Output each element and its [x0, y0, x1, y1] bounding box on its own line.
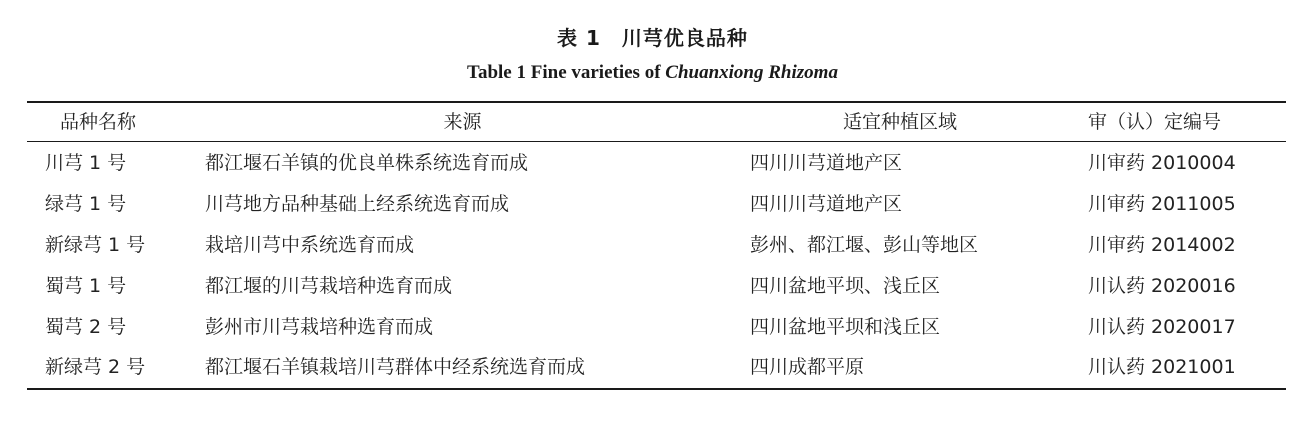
- variety-region: 四川盆地平坝、浅丘区: [750, 275, 941, 297]
- variety-source: 都江堰石羊镇栽培川芎群体中经系统选育而成: [205, 356, 586, 378]
- variety-approval-number: 川认药 2020017: [1088, 316, 1236, 338]
- table-row: [0, 347, 1305, 388]
- variety-approval-number: 川认药 2021001: [1088, 356, 1236, 378]
- variety-approval-number: 川审药 2011005: [1088, 193, 1236, 215]
- variety-region: 四川盆地平坝和浅丘区: [750, 316, 941, 338]
- variety-source: 都江堰石羊镇的优良单株系统选育而成: [205, 152, 529, 174]
- variety-name: 绿芎 1 号: [45, 193, 127, 215]
- table-row: [0, 184, 1305, 225]
- variety-approval-number: 川认药 2020016: [1088, 275, 1236, 297]
- variety-name: 川芎 1 号: [45, 152, 127, 174]
- table-bottom-rule: [27, 388, 1286, 390]
- header-variety-name: 品种名称: [60, 111, 137, 133]
- table-caption-chinese: 表 1 川芎优良品种: [557, 26, 748, 50]
- table-row: [0, 307, 1305, 348]
- variety-approval-number: 川审药 2010004: [1088, 152, 1236, 174]
- variety-approval-number: 川审药 2014002: [1088, 234, 1236, 256]
- table-header-rule: [27, 141, 1286, 142]
- variety-name: 蜀芎 2 号: [45, 316, 127, 338]
- variety-name: 新绿芎 1 号: [45, 234, 146, 256]
- table-row: [0, 225, 1305, 266]
- variety-source: 栽培川芎中系统选育而成: [205, 234, 415, 256]
- header-source: 来源: [443, 111, 482, 133]
- variety-region: 彭州、都江堰、彭山等地区: [750, 234, 979, 256]
- table-row: [0, 143, 1305, 184]
- table-row: [0, 266, 1305, 307]
- table-header-row: [0, 102, 1305, 143]
- variety-source: 川芎地方品种基础上经系统选育而成: [205, 193, 510, 215]
- variety-name: 蜀芎 1 号: [45, 275, 127, 297]
- variety-region: 四川成都平原: [750, 356, 865, 378]
- variety-source: 彭州市川芎栽培种选育而成: [205, 316, 434, 338]
- variety-region: 四川川芎道地产区: [750, 193, 903, 215]
- variety-name: 新绿芎 2 号: [45, 356, 146, 378]
- variety-region: 四川川芎道地产区: [750, 152, 903, 174]
- header-approval-number: 审（认）定编号: [1088, 111, 1222, 133]
- header-suitable-region: 适宜种植区域: [842, 111, 957, 133]
- caption-english-prefix: Table 1 Fine varieties of: [467, 62, 666, 83]
- variety-source: 都江堰的川芎栽培种选育而成: [205, 275, 453, 297]
- caption-english-italic: Chuanxiong Rhizoma: [665, 62, 838, 83]
- table-caption-english: [0, 62, 1305, 84]
